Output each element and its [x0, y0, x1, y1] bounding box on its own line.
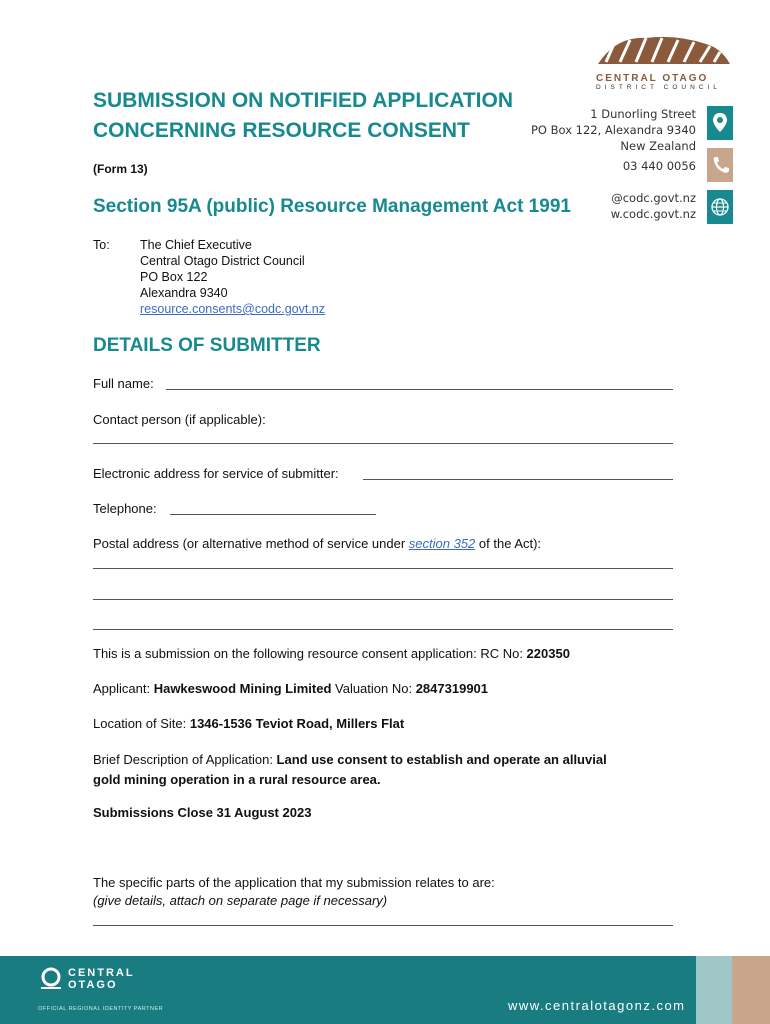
email-partial: @codc.govt.nz [611, 191, 696, 205]
section-352-link[interactable]: section 352 [408, 536, 476, 551]
location-value: 1346-1536 Teviot Road, Millers Flat [189, 716, 405, 731]
full-name-field[interactable] [166, 389, 673, 390]
specific-parts-hint: (give details, attach on separate page if necessary) [93, 893, 388, 908]
location-row [93, 714, 404, 734]
to-line1: The Chief Executive [140, 238, 252, 252]
to-label: To: [93, 238, 110, 252]
logo-subname: DISTRICT COUNCIL [596, 84, 721, 91]
close-date: Submissions Close 31 August 2023 [93, 805, 312, 820]
location-pin-icon [707, 106, 733, 140]
postal-label-post: of the Act): [475, 536, 542, 551]
footer-accent-light [696, 956, 732, 1024]
globe-icon [707, 190, 733, 224]
page-title-line1: SUBMISSION ON NOTIFIED APPLICATION [93, 89, 514, 112]
to-line2: Central Otago District Council [140, 254, 305, 268]
footer-accent-tan [732, 956, 770, 1024]
postal-address-field-3[interactable] [93, 629, 673, 630]
phone-icon [707, 148, 733, 182]
page-title-line2: CONCERNING RESOURCE CONSENT [93, 119, 470, 142]
submissions-close [93, 803, 311, 823]
section-heading: Section 95A (public) Resource Management Act 1991 [93, 196, 571, 217]
electronic-address-label: Electronic address for service of submitter: [93, 466, 339, 481]
address-line3: New Zealand [620, 139, 696, 153]
specific-parts-field[interactable] [93, 925, 673, 926]
contact-person-label: Contact person (if applicable): [93, 412, 266, 427]
full-name-label: Full name: [93, 376, 154, 391]
council-logo [596, 32, 736, 92]
postal-address-field-1[interactable] [93, 568, 673, 569]
postal-address-field-2[interactable] [93, 599, 673, 600]
telephone-label: Telephone: [93, 501, 157, 516]
applicant-label: Applicant: [93, 681, 154, 696]
address-line2: PO Box 122, Alexandra 9340 [530, 123, 696, 137]
applicant-row [93, 679, 488, 699]
rc-number: 220350 [526, 646, 570, 661]
phone-number: 03 440 0056 [622, 159, 696, 173]
footer-website[interactable]: www.centralotagonz.com [508, 998, 686, 1013]
rc-number-row [93, 644, 570, 664]
form-number: (Form 13) [93, 162, 148, 176]
footer-brand-icon [38, 966, 64, 997]
web-partial: w.codc.govt.nz [610, 207, 696, 221]
location-label: Location of Site: [93, 716, 190, 731]
description-value-2: gold mining operation in a rural resource area. [93, 772, 381, 787]
address-line1: 1 Dunorling Street [590, 107, 696, 121]
consents-email-link[interactable]: resource.consents@codc.govt.nz [140, 302, 326, 316]
footer-brand-line1: CENTRAL [68, 967, 135, 979]
details-heading: DETAILS OF SUBMITTER [93, 335, 321, 356]
description-row [93, 750, 683, 790]
mountains-logo-icon [596, 32, 732, 66]
telephone-field[interactable] [170, 514, 376, 515]
valuation-label: Valuation No: [331, 681, 416, 696]
footer-partner: OFFICIAL REGIONAL IDENTITY PARTNER [38, 1006, 164, 1012]
to-line4: Alexandra 9340 [140, 286, 228, 300]
postal-label-pre: Postal address (or alternative method of service under [93, 536, 409, 551]
to-line3: PO Box 122 [140, 270, 208, 284]
contact-person-field[interactable] [93, 443, 673, 444]
rc-text: This is a submission on the following resource consent application: RC No: [93, 646, 527, 661]
valuation-number: 2847319901 [415, 681, 489, 696]
logo-name: CENTRAL OTAGO [596, 73, 709, 84]
description-value-1: Land use consent to establish and operate an alluvial [276, 752, 607, 767]
description-label: Brief Description of Application: [93, 752, 277, 767]
footer-brand-line2: OTAGO [68, 979, 118, 991]
specific-parts-label: The specific parts of the application that my submission relates to are: [93, 875, 495, 890]
electronic-address-field[interactable] [363, 479, 673, 480]
applicant-name: Hawkeswood Mining Limited [153, 681, 332, 696]
